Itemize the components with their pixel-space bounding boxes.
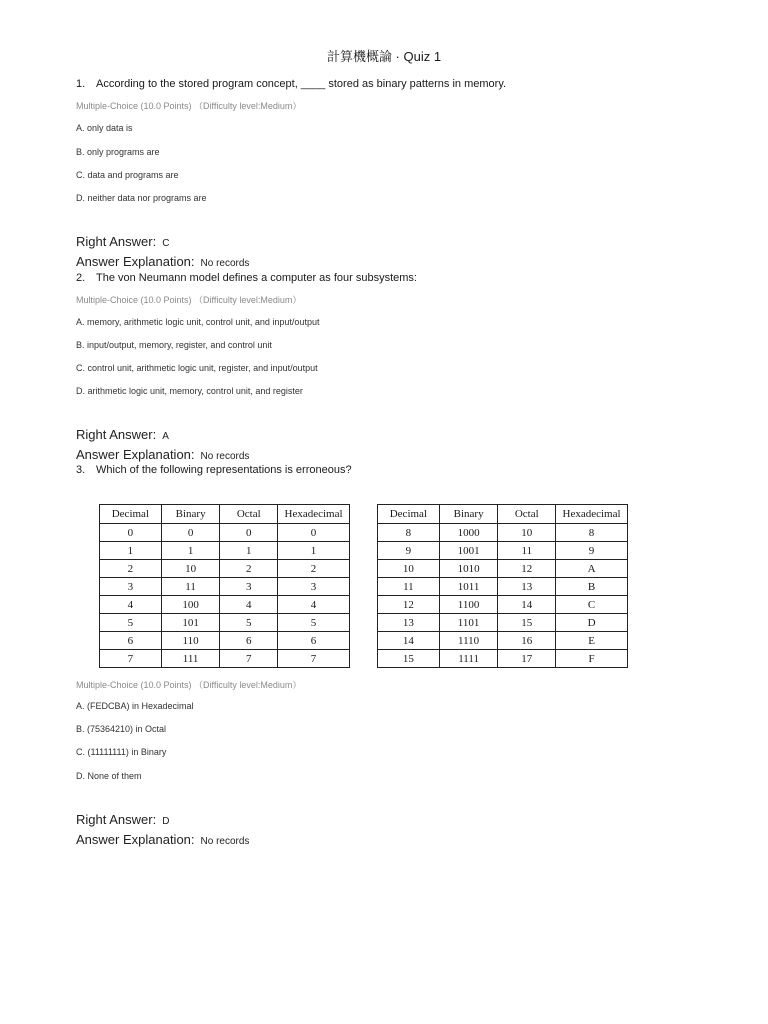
question-1-answer-explanation xyxy=(76,253,249,271)
conversion-table-header-row xyxy=(100,505,350,524)
question-3-option-b: B. (75364210) in Octal xyxy=(76,724,167,734)
cell-octal: 16 xyxy=(498,632,556,650)
cell-hexadecimal: F xyxy=(556,650,628,668)
table-row xyxy=(100,650,350,668)
header-octal: Octal xyxy=(498,505,556,524)
cell-hexadecimal: C xyxy=(556,596,628,614)
cell-decimal: 9 xyxy=(378,542,440,560)
page-title: 計算機概論 · Quiz 1 xyxy=(326,49,442,64)
question-1-option-c: C. data and programs are xyxy=(76,170,179,180)
question-2-text: The von Neumann model defines a computer as four subsystems: xyxy=(96,272,417,284)
cell-octal: 15 xyxy=(498,614,556,632)
table-row xyxy=(378,650,628,668)
cell-hexadecimal: 0 xyxy=(278,524,350,542)
right-answer-value: C xyxy=(162,238,170,249)
cell-hexadecimal: 1 xyxy=(278,542,350,560)
cell-decimal: 11 xyxy=(378,578,440,596)
cell-decimal: 2 xyxy=(100,560,162,578)
table-row xyxy=(100,596,350,614)
table-row xyxy=(378,614,628,632)
table-row xyxy=(100,578,350,596)
cell-octal: 10 xyxy=(498,524,556,542)
cell-binary: 11 xyxy=(161,578,220,596)
table-row xyxy=(378,524,628,542)
question-1-text: According to the stored program concept, ____ stored as binary patterns in memory. xyxy=(96,78,507,90)
cell-octal: 6 xyxy=(220,632,278,650)
cell-binary: 1111 xyxy=(439,650,498,668)
question-1-meta: Multiple-Choice (10.0 Points) （Difficulty level:Medium） xyxy=(76,101,302,111)
question-3-right-answer xyxy=(76,811,169,829)
question-2-stem xyxy=(76,272,417,284)
header-binary: Binary xyxy=(439,505,498,524)
cell-octal: 5 xyxy=(220,614,278,632)
question-1-number: 1. xyxy=(76,78,86,90)
cell-octal: 2 xyxy=(220,560,278,578)
question-2-option-b: B. input/output, memory, register, and control unit xyxy=(76,340,272,350)
cell-binary: 110 xyxy=(161,632,220,650)
cell-decimal: 14 xyxy=(378,632,440,650)
cell-hexadecimal: 6 xyxy=(278,632,350,650)
question-3-number: 3. xyxy=(76,464,86,476)
cell-octal: 13 xyxy=(498,578,556,596)
cell-binary: 10 xyxy=(161,560,220,578)
question-1-right-answer xyxy=(76,233,169,251)
right-answer-label: Right Answer: xyxy=(76,234,157,249)
table-row xyxy=(100,632,350,650)
conversion-table-right xyxy=(377,504,628,668)
cell-octal: 12 xyxy=(498,560,556,578)
cell-binary: 1 xyxy=(161,542,220,560)
question-3-text: Which of the following representations is erroneous? xyxy=(96,464,352,476)
answer-explanation-value: No records xyxy=(200,451,250,462)
question-3-meta: Multiple-Choice (10.0 Points) （Difficulty level:Medium） xyxy=(76,680,302,690)
question-3-option-c: C. (11111111) in Binary xyxy=(76,747,167,757)
cell-binary: 111 xyxy=(161,650,220,668)
cell-hexadecimal: D xyxy=(556,614,628,632)
cell-octal: 4 xyxy=(220,596,278,614)
cell-hexadecimal: 2 xyxy=(278,560,350,578)
cell-decimal: 15 xyxy=(378,650,440,668)
cell-binary: 100 xyxy=(161,596,220,614)
conversion-table-header-row xyxy=(378,505,628,524)
cell-binary: 101 xyxy=(161,614,220,632)
answer-explanation-value: No records xyxy=(200,836,250,847)
cell-hexadecimal: A xyxy=(556,560,628,578)
cell-binary: 1101 xyxy=(439,614,498,632)
question-3-option-a: A. (FEDCBA) in Hexadecimal xyxy=(76,701,194,711)
cell-binary: 1011 xyxy=(439,578,498,596)
cell-octal: 11 xyxy=(498,542,556,560)
right-answer-label: Right Answer: xyxy=(76,812,157,827)
cell-decimal: 1 xyxy=(100,542,162,560)
table-row xyxy=(378,578,628,596)
table-row xyxy=(378,560,628,578)
question-1-option-b: B. only programs are xyxy=(76,147,160,157)
answer-explanation-label: Answer Explanation: xyxy=(76,832,195,847)
question-1-option-a: A. only data is xyxy=(76,123,133,133)
cell-octal: 1 xyxy=(220,542,278,560)
right-answer-value: A xyxy=(162,431,169,442)
cell-decimal: 6 xyxy=(100,632,162,650)
header-hexadecimal: Hexadecimal xyxy=(278,505,350,524)
answer-explanation-label: Answer Explanation: xyxy=(76,254,195,269)
question-2-option-d: D. arithmetic logic unit, memory, control unit, and register xyxy=(76,386,303,396)
cell-decimal: 7 xyxy=(100,650,162,668)
table-row xyxy=(100,542,350,560)
cell-decimal: 13 xyxy=(378,614,440,632)
cell-octal: 17 xyxy=(498,650,556,668)
answer-explanation-value: No records xyxy=(200,258,250,269)
table-row xyxy=(100,524,350,542)
question-3-stem xyxy=(76,464,352,476)
table-row xyxy=(100,560,350,578)
cell-octal: 7 xyxy=(220,650,278,668)
cell-hexadecimal: 4 xyxy=(278,596,350,614)
table-row xyxy=(378,596,628,614)
cell-decimal: 3 xyxy=(100,578,162,596)
cell-hexadecimal: 7 xyxy=(278,650,350,668)
cell-decimal: 4 xyxy=(100,596,162,614)
table-row xyxy=(378,542,628,560)
header-hexadecimal: Hexadecimal xyxy=(556,505,628,524)
cell-hexadecimal: 9 xyxy=(556,542,628,560)
cell-hexadecimal: B xyxy=(556,578,628,596)
cell-hexadecimal: 3 xyxy=(278,578,350,596)
question-1-option-d: D. neither data nor programs are xyxy=(76,193,207,203)
table-row xyxy=(378,632,628,650)
question-3-option-d: D. None of them xyxy=(76,771,142,781)
question-2-answer-explanation xyxy=(76,446,249,464)
cell-binary: 1100 xyxy=(439,596,498,614)
cell-decimal: 0 xyxy=(100,524,162,542)
question-2-meta: Multiple-Choice (10.0 Points) （Difficulty level:Medium） xyxy=(76,295,302,305)
cell-decimal: 10 xyxy=(378,560,440,578)
cell-octal: 14 xyxy=(498,596,556,614)
question-2-right-answer xyxy=(76,426,169,444)
question-2-number: 2. xyxy=(76,272,86,284)
cell-decimal: 8 xyxy=(378,524,440,542)
conversion-table-left xyxy=(99,504,350,668)
cell-hexadecimal: 8 xyxy=(556,524,628,542)
right-answer-value: D xyxy=(162,816,170,827)
cell-hexadecimal: 5 xyxy=(278,614,350,632)
header-decimal: Decimal xyxy=(100,505,162,524)
table-row xyxy=(100,614,350,632)
question-3-answer-explanation xyxy=(76,831,249,849)
answer-explanation-label: Answer Explanation: xyxy=(76,447,195,462)
cell-binary: 1010 xyxy=(439,560,498,578)
cell-binary: 1001 xyxy=(439,542,498,560)
cell-decimal: 12 xyxy=(378,596,440,614)
cell-decimal: 5 xyxy=(100,614,162,632)
cell-octal: 3 xyxy=(220,578,278,596)
question-1-stem xyxy=(76,78,506,90)
cell-hexadecimal: E xyxy=(556,632,628,650)
header-decimal: Decimal xyxy=(378,505,440,524)
cell-binary: 1110 xyxy=(439,632,498,650)
header-binary: Binary xyxy=(161,505,220,524)
cell-binary: 0 xyxy=(161,524,220,542)
cell-octal: 0 xyxy=(220,524,278,542)
question-2-option-c: C. control unit, arithmetic logic unit, register, and input/output xyxy=(76,363,318,373)
question-2-option-a: A. memory, arithmetic logic unit, control unit, and input/output xyxy=(76,317,320,327)
cell-binary: 1000 xyxy=(439,524,498,542)
right-answer-label: Right Answer: xyxy=(76,427,157,442)
header-octal: Octal xyxy=(220,505,278,524)
